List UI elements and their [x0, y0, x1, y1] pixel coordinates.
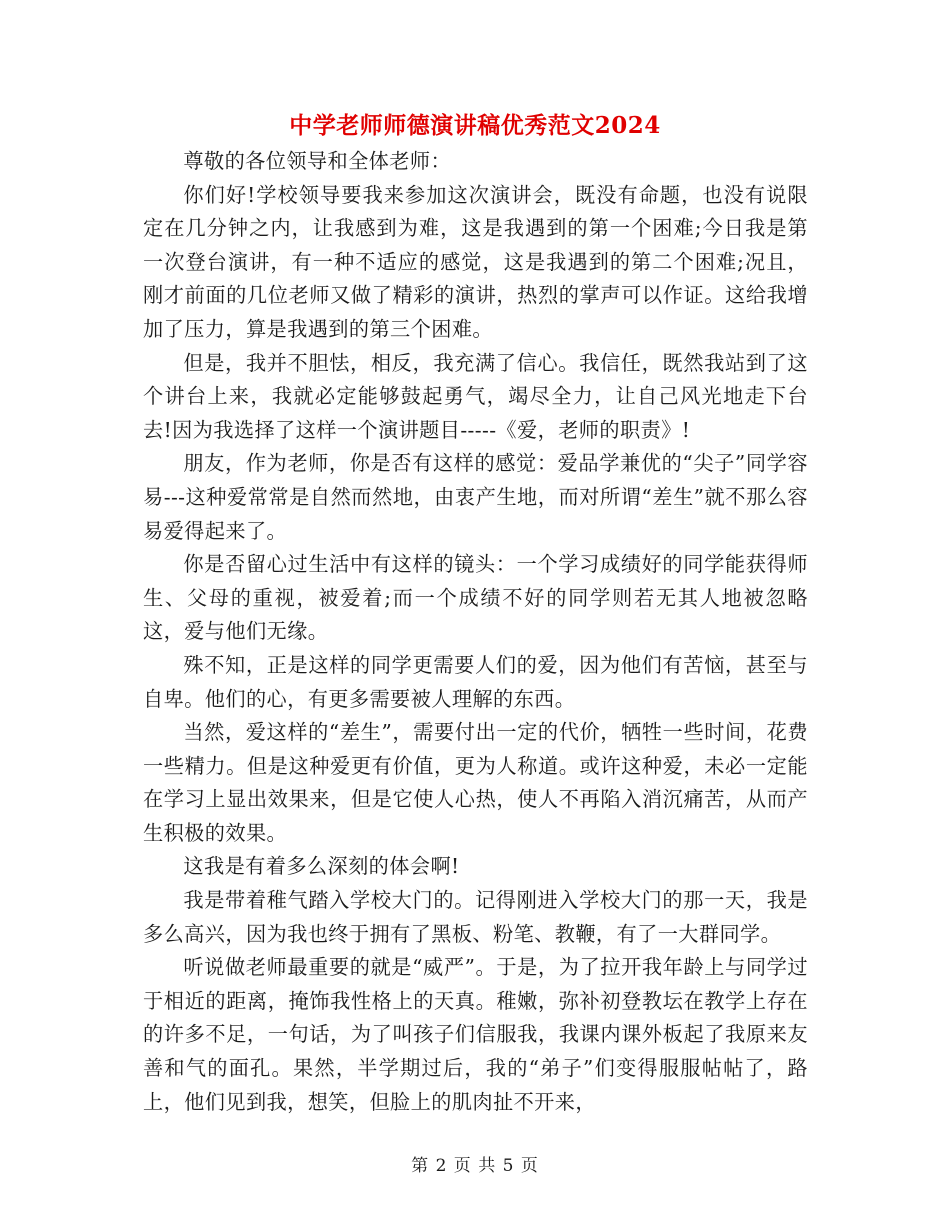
- paragraph: 听说做老师最重要的就是“威严”。于是，为了拉开我年龄上与同学过于相近的距离，掩饰我性格上的天真。稚嫩，弥补初登教坛在教学上存在的许多不足，一句话，为了叫孩子们信服我，我课内课外板起了我原来友善和气的面孔。果然，半学期过后，我的“弟子”们变得服服帖帖了，路上，他们见到我，想笑，但脸上的肌肉扯不开来，: [143, 955, 808, 1114]
- page-number-footer: 第 2 页 共 5 页: [411, 1156, 539, 1176]
- paragraph: 当然，爱这样的“差生”，需要付出一定的代价，牺牲一些时间，花费一些精力。但是这种爱更有价值，更为人称道。或许这种爱，未必一定能在学习上显出效果来，但是它使人心热，使人不再陷入消沉痛苦，从而产生积极的效果。: [143, 720, 808, 845]
- paragraph: 这我是有着多么深刻的体会啊!: [183, 854, 460, 879]
- paragraph: 你们好!学校领导要我来参加这次演讲会，既没有命题，也没有说限定在几分钟之内，让我感到为难，这是我遇到的第一个困难;今日我是第一次登台演讲，有一种不适应的感觉，这是我遇到的第二个困难;况且，刚才前面的几位老师又做了精彩的演讲，热烈的掌声可以作证。这给我增加了压力，算是我遇到的第三个困难。: [143, 182, 808, 341]
- paragraph: 殊不知，正是这样的同学更需要人们的爱，因为他们有苦恼，甚至与自卑。他们的心，有更多需要被人理解的东西。: [143, 652, 808, 711]
- paragraph: 我是带着稚气踏入学校大门的。记得刚进入学校大门的那一天，我是多么高兴，因为我也终于拥有了黑板、粉笔、教鞭，有了一大群同学。: [143, 888, 808, 946]
- document-body: [143, 145, 808, 1119]
- page-title: 中学老师师德演讲稿优秀范文2024: [289, 112, 661, 139]
- paragraph: 朋友，作为老师，你是否有这样的感觉：爱品学兼优的“尖子”同学容易---这种爱常常是自然而然地，由衷产生地，而对所谓“差生”就不那么容易爱得起来了。: [143, 451, 808, 543]
- paragraph-salutation: 尊敬的各位领导和全体老师：: [183, 149, 452, 173]
- paragraph: 你是否留心过生活中有这样的镜头：一个学习成绩好的同学能获得师生、父母的重视，被爱着;而一个成绩不好的同学则若无其人地被忽略这，爱与他们无缘。: [143, 552, 808, 644]
- paragraph: 但是，我并不胆怯，相反，我充满了信心。我信任，既然我站到了这个讲台上来，我就必定能够鼓起勇气，竭尽全力，让自己风光地走下台去!因为我选择了这样一个演讲题目-----《爱，老师的职责》!: [143, 350, 808, 442]
